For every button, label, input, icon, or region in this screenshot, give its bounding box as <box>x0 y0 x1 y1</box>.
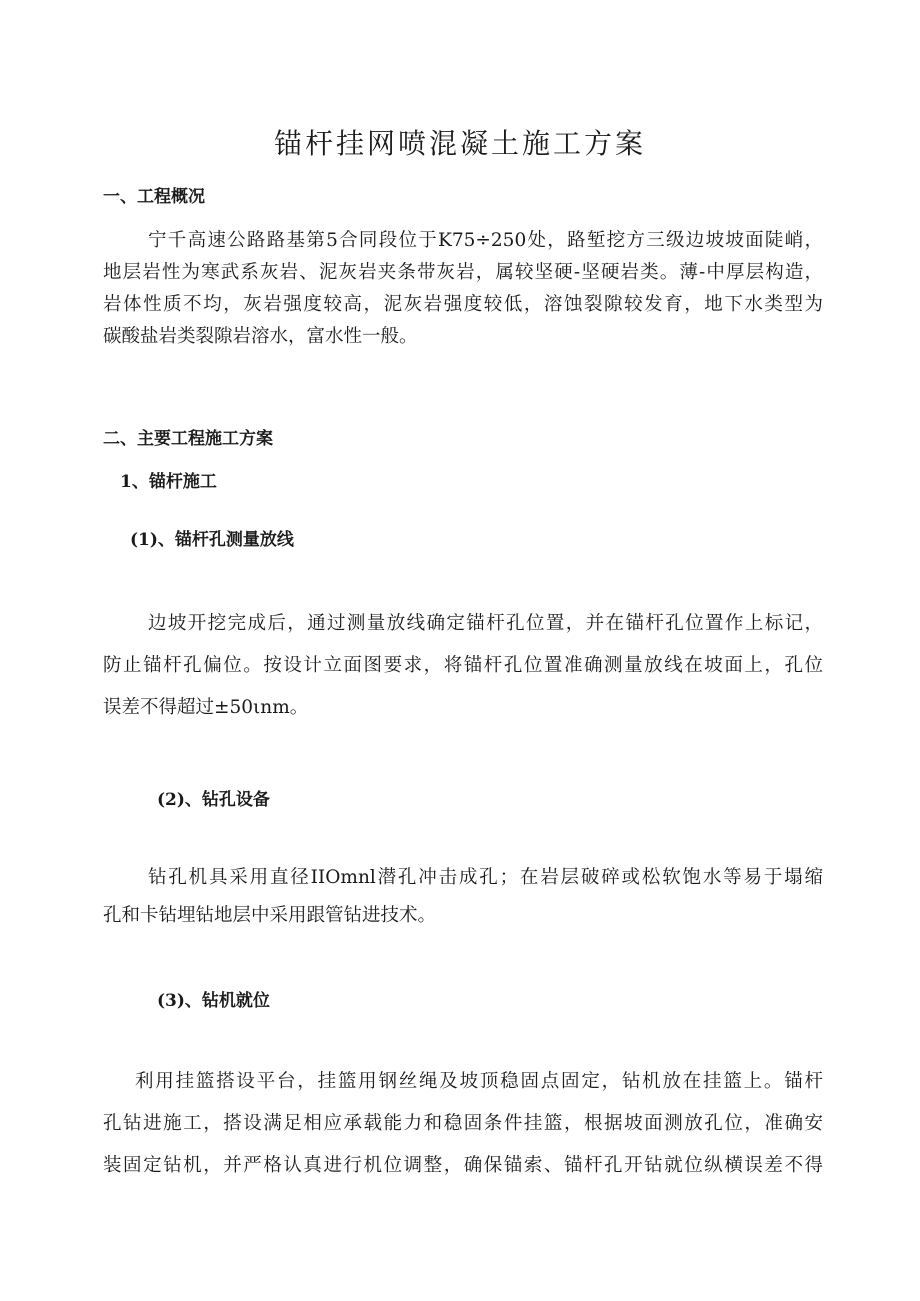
survey-paragraph <box>103 603 823 729</box>
drilling-equipment-paragraph <box>103 859 823 935</box>
paragraph-line: 钻孔机具采用直径IIOmnl潜孔冲击成孔；在岩层破碎或松软饱水等易于塌缩 <box>148 867 823 888</box>
subsection-heading-anchor-construction: 1、锚杆施工 <box>120 472 217 492</box>
item-heading-rig-positioning: (3)、钻机就位 <box>157 991 270 1011</box>
item-heading-survey: (1)、锚杆孔测量放线 <box>130 530 294 550</box>
paragraph-line: 碳酸盐岩类裂隙岩溶水，富水性一般。 <box>103 326 418 347</box>
paragraph-line: 利用挂篮搭设平台，挂篮用钢丝绳及坡顶稳固点固定，钻机放在挂篮上。锚杆 <box>135 1071 823 1092</box>
paragraph-line: 宁千高速公路路基第5合同段位于K75÷250处，路堑挖方三级边坡坡面陡峭， <box>148 230 823 251</box>
paragraph-line: 边坡开挖完成后，通过测量放线确定锚杆孔位置，并在锚杆孔位置作上标记， <box>148 613 823 634</box>
item-heading-drilling-equipment: (2)、钻孔设备 <box>157 790 270 810</box>
paragraph-line: 岩体性质不均，灰岩强度较高，泥灰岩强度较低，溶蚀裂隙较发育，地下水类型为 <box>103 294 823 315</box>
document-title: 锚杆挂网喷混凝土施工方案 <box>273 127 646 160</box>
paragraph-line: 防止锚杆孔偏位。按设计立面图要求，将锚杆孔位置准确测量放线在坡面上，孔位 <box>103 655 823 676</box>
paragraph-line: 孔钻进施工，搭设满足相应承载能力和稳固条件挂篮，根据坡面测放孔位，准确安 <box>103 1113 823 1134</box>
rig-positioning-paragraph <box>103 1061 823 1187</box>
paragraph-line: 装固定钻机，并严格认真进行机位调整，确保锚索、锚杆孔开钻就位纵横误差不得 <box>103 1155 823 1176</box>
paragraph-line: 孔和卡钻埋钻地层中采用跟管钻进技术。 <box>103 905 437 926</box>
section-heading-overview: 一、工程概况 <box>103 187 205 207</box>
paragraph-line: 误差不得超过±50ιnm。 <box>103 697 309 718</box>
section-heading-main-plan: 二、主要工程施工方案 <box>103 429 273 449</box>
overview-paragraph <box>103 225 823 353</box>
paragraph-line: 地层岩性为寒武系灰岩、泥灰岩夹条带灰岩，属较坚硬-坚硬岩类。薄-中厚层构造， <box>103 262 823 283</box>
